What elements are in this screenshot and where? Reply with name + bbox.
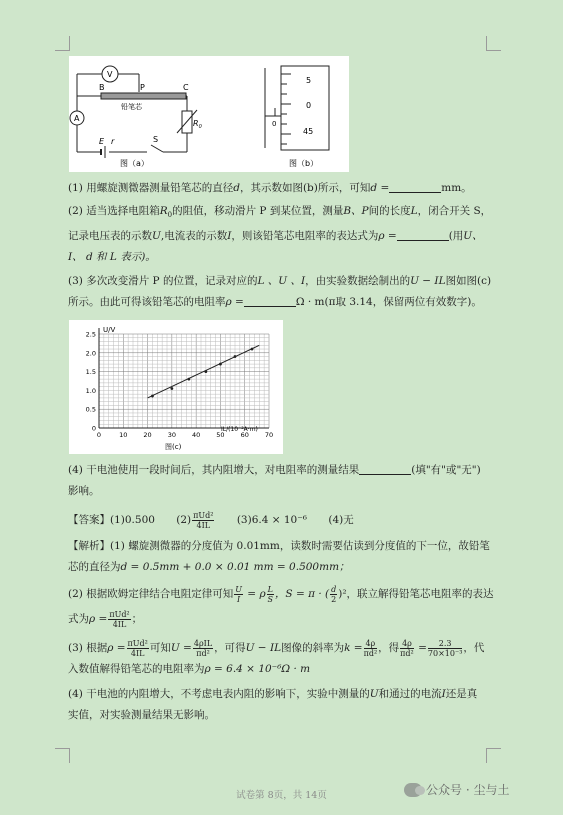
answer-blank-2[interactable] xyxy=(397,228,449,241)
answer-blank-4[interactable] xyxy=(359,462,411,475)
x-tick-label: 30 xyxy=(167,431,176,439)
y-tick-label: 1.5 xyxy=(85,368,96,377)
x-tick-label: 70 xyxy=(264,431,274,439)
y-tick-label: 2.5 xyxy=(85,330,96,339)
data-point xyxy=(219,363,222,366)
label-C: C xyxy=(183,83,189,92)
crop-mark-bottom-right xyxy=(486,748,501,763)
watermark-text: 公众号 · 尘与土 xyxy=(426,783,510,797)
caption-b: 图（b） xyxy=(289,159,319,168)
question-1: (1) 用螺旋测微器测量铅笔芯的直径d，其示数如图(b)所示，可知d = mm。 xyxy=(68,182,472,194)
question-4: (4) 干电池使用一段时间后，其内阻增大，对电阻率的测量结果 (填"有"或"无") 影响。 xyxy=(68,464,481,497)
x-axis-label: IL/(10⁻³A·m) xyxy=(221,426,258,433)
question-3: (3) 多次改变滑片 P 的位置，记录对应的L 、U 、I，由实验数据绘制出的U − IL图如图(c) 所示。由此可得该铅笔芯的电阻率ρ = Ω · m(π取 3.14，保留两位有效数字)。 xyxy=(68,275,492,308)
crop-mark-top-left xyxy=(55,36,70,51)
caption-c: 图(c) xyxy=(165,443,182,451)
data-point xyxy=(151,395,154,398)
micrometer-tick-45: 45 xyxy=(303,127,314,136)
label-E: E xyxy=(99,137,105,146)
x-tick-label: 50 xyxy=(216,431,225,439)
y-tick-label: 1.0 xyxy=(85,386,96,395)
wechat-logo-icon xyxy=(404,783,422,797)
answer-blank-3[interactable] xyxy=(244,294,296,307)
x-tick-label: 0 xyxy=(96,431,102,439)
crop-mark-bottom-left xyxy=(55,748,70,763)
x-tick-label: 20 xyxy=(143,431,152,439)
label-S: S xyxy=(153,135,159,144)
label-A: A xyxy=(74,114,80,123)
label-R0: $R_0$ xyxy=(193,119,202,130)
answer-blank-1[interactable] xyxy=(389,180,441,193)
caption-a: 图（a） xyxy=(120,159,149,168)
crop-mark-top-right xyxy=(486,36,501,51)
figure-c xyxy=(69,320,283,454)
label-P: P xyxy=(140,83,145,92)
micrometer-diagram xyxy=(265,66,329,150)
data-point xyxy=(170,387,173,390)
data-point xyxy=(187,378,190,381)
circuit-diagram xyxy=(70,66,197,158)
u-il-chart xyxy=(69,320,283,454)
y-tick-label: 0.5 xyxy=(85,405,96,414)
label-B: B xyxy=(99,83,105,92)
page-footer: 试卷第 8页，共 14页 xyxy=(236,790,327,801)
micrometer-tick-5: 5 xyxy=(306,76,312,85)
question-2: (2) 适当选择电阻箱$R_0$的阻值，移动滑片 P 到某位置，测量B、P间的长度L，闭合开关 S， 记录电压表的示数U,电流表的示数I，则该铅笔芯电阻率的表达式为ρ = (用U、 I、 d 和 L 表示)。 xyxy=(68,205,492,264)
data-point xyxy=(251,348,254,351)
analysis-section: 【解析】(1) 螺旋测微器的分度值为 0.01mm，读数时需要估读到分度值的下一位，故铅笔 芯的直径为d = 0.5mm + 0.0 × 0.01 mm = 0.500mm； (2) 根据欧姆定律结合电阻定律可知 $\frac{U}{I}$ = ρ $\frac{L}{S}$ ，S = π · ( $\frac{d}{2}$ )²，联立解得铅笔芯电阻率的表达 式为ρ = $\frac{\text{πUd²}}{4IL}$ ； (3) 根据ρ = $\frac{\text{πUd²}}{4IL}$ 可知U = $\frac{\text{4ρIL}}{\text{πd²}}$ ，可得U − IL图像的斜率为k = $\frac{4\rho}{\text{πd²}}$ ，得 $\frac{4\rho}{\text{πd²}}$ = $\frac{2.3}{\text{70×10⁻³}}$ ，代 入数值解得铅笔芯的电阻率为ρ = 6.4 × 10⁻⁶Ω · m (4) 干电池的内阻增大，不考虑电表内阻的影响下，实验中测量的U和通过的电流I还是真 实值，对实验测量结果无影响。 xyxy=(68,540,494,721)
pencil-core xyxy=(101,93,186,99)
label-r: r xyxy=(111,137,115,146)
x-tick-label: 40 xyxy=(192,431,201,439)
data-point xyxy=(234,355,237,358)
label-core: 铅笔芯 xyxy=(121,103,142,111)
micrometer-tick-0: 0 xyxy=(306,101,312,110)
y-axis-label: U/V xyxy=(103,326,116,334)
data-point xyxy=(204,370,207,373)
watermark xyxy=(404,781,509,798)
label-V: V xyxy=(107,70,113,79)
x-tick-label: 10 xyxy=(119,431,128,439)
y-tick-label: 2.0 xyxy=(85,349,96,358)
y-tick-label: 0 xyxy=(91,424,96,433)
answer-section: 【答案】(1)0.500 (2) $\frac{\text{πUd²}}{4IL}$ (3)6.4 × 10⁻⁶ (4)无 xyxy=(68,510,354,530)
micrometer-main-zero: 0 xyxy=(272,120,277,128)
figure-ab xyxy=(69,56,349,172)
x-tick-label: 60 xyxy=(240,431,249,439)
